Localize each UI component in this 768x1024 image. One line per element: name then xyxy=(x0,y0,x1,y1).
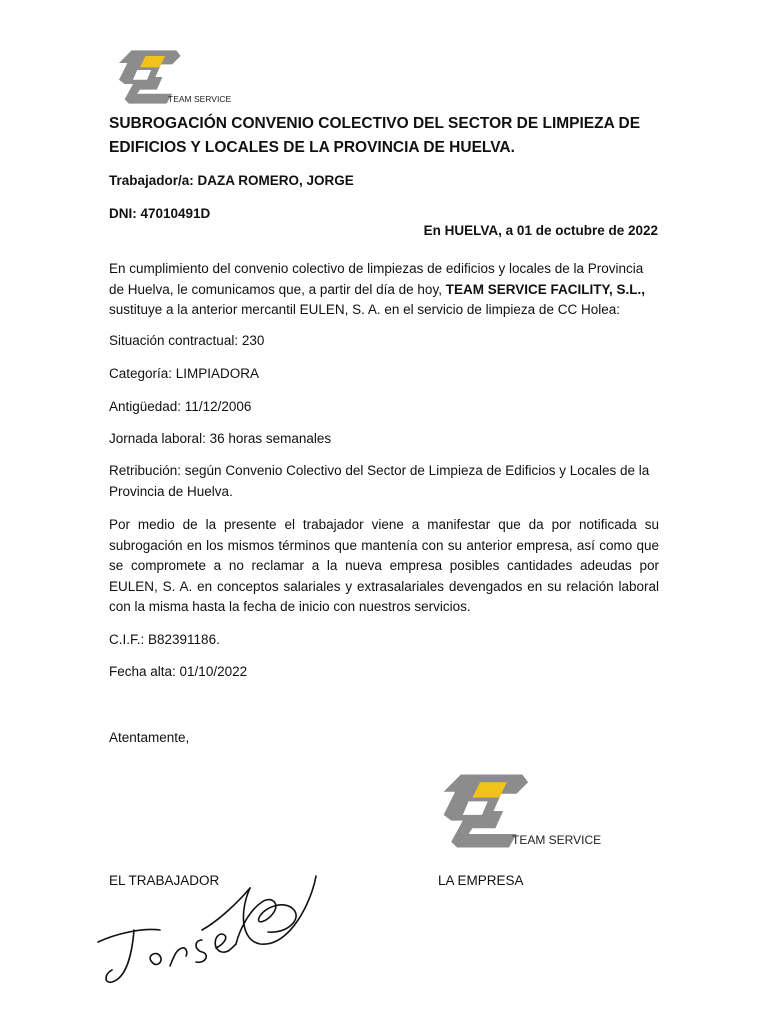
company-name: TEAM SERVICE FACILITY, S.L., xyxy=(445,281,645,297)
place-date: En HUELVA, a 01 de octubre de 2022 xyxy=(423,223,658,238)
declaration-paragraph: Por medio de la presente el trabajador viene a manifestar que da por notificada su subrogación en los mismos términos que mantenía con su anterior empresa, así como que se compromete a no reclamar a la nueva empresa posibles cantidades adeudas por EULEN, S. A. en conceptos salariales y extrasalariales devengados en su relación laboral con la misma hasta la fecha de inicio con nuestros servicios. xyxy=(109,517,659,614)
intro-paragraph xyxy=(109,259,659,321)
worker-signature-label: EL TRABAJADOR xyxy=(109,873,220,888)
company-logo xyxy=(434,770,602,852)
intro-text-end: sustituye a la anterior mercantil EULEN, S. A. en el servicio de limpieza de CC Holea: xyxy=(109,302,620,317)
cif-line: C.I.F.: B82391186. xyxy=(109,632,220,647)
worker-line: Trabajador/a: DAZA ROMERO, JORGE xyxy=(109,173,354,188)
document-title: SUBROGACIÓN CONVENIO COLECTIVO DEL SECTOR DE LIMPIEZA DE EDIFICIOS Y LOCALES DE LA PROVINCIA DE HUELVA. xyxy=(109,115,641,156)
dni-line: DNI: 47010491D xyxy=(109,206,211,221)
fecha-alta-line: Fecha alta: 01/10/2022 xyxy=(109,664,248,679)
handwritten-signature xyxy=(90,870,330,1020)
closing-line: Atentamente, xyxy=(109,730,190,745)
header-logo xyxy=(112,48,232,106)
retribucion-paragraph: Retribución: según Convenio Colectivo del Sector de Limpieza de Edificios y Locales de la Provincia de Huelva. xyxy=(109,463,650,499)
company-logo-text: TEAM SERVICE xyxy=(512,833,602,847)
jornada-line: Jornada laboral: 36 horas semanales xyxy=(109,431,332,446)
antiguedad-line: Antigüedad: 11/12/2006 xyxy=(109,399,252,414)
company-signature-label: LA EMPRESA xyxy=(438,873,524,888)
header-logo-text: TEAM SERVICE xyxy=(168,94,232,104)
categoria-line: Categoría: LIMPIADORA xyxy=(109,366,260,381)
situacion-line: Situación contractual: 230 xyxy=(109,333,265,348)
intro-text-start: En cumplimiento del convenio colectivo de limpiezas de edificios y locales de la Provincia de Huelva, le comunicamos que, a partir del día de hoy, xyxy=(109,261,644,297)
